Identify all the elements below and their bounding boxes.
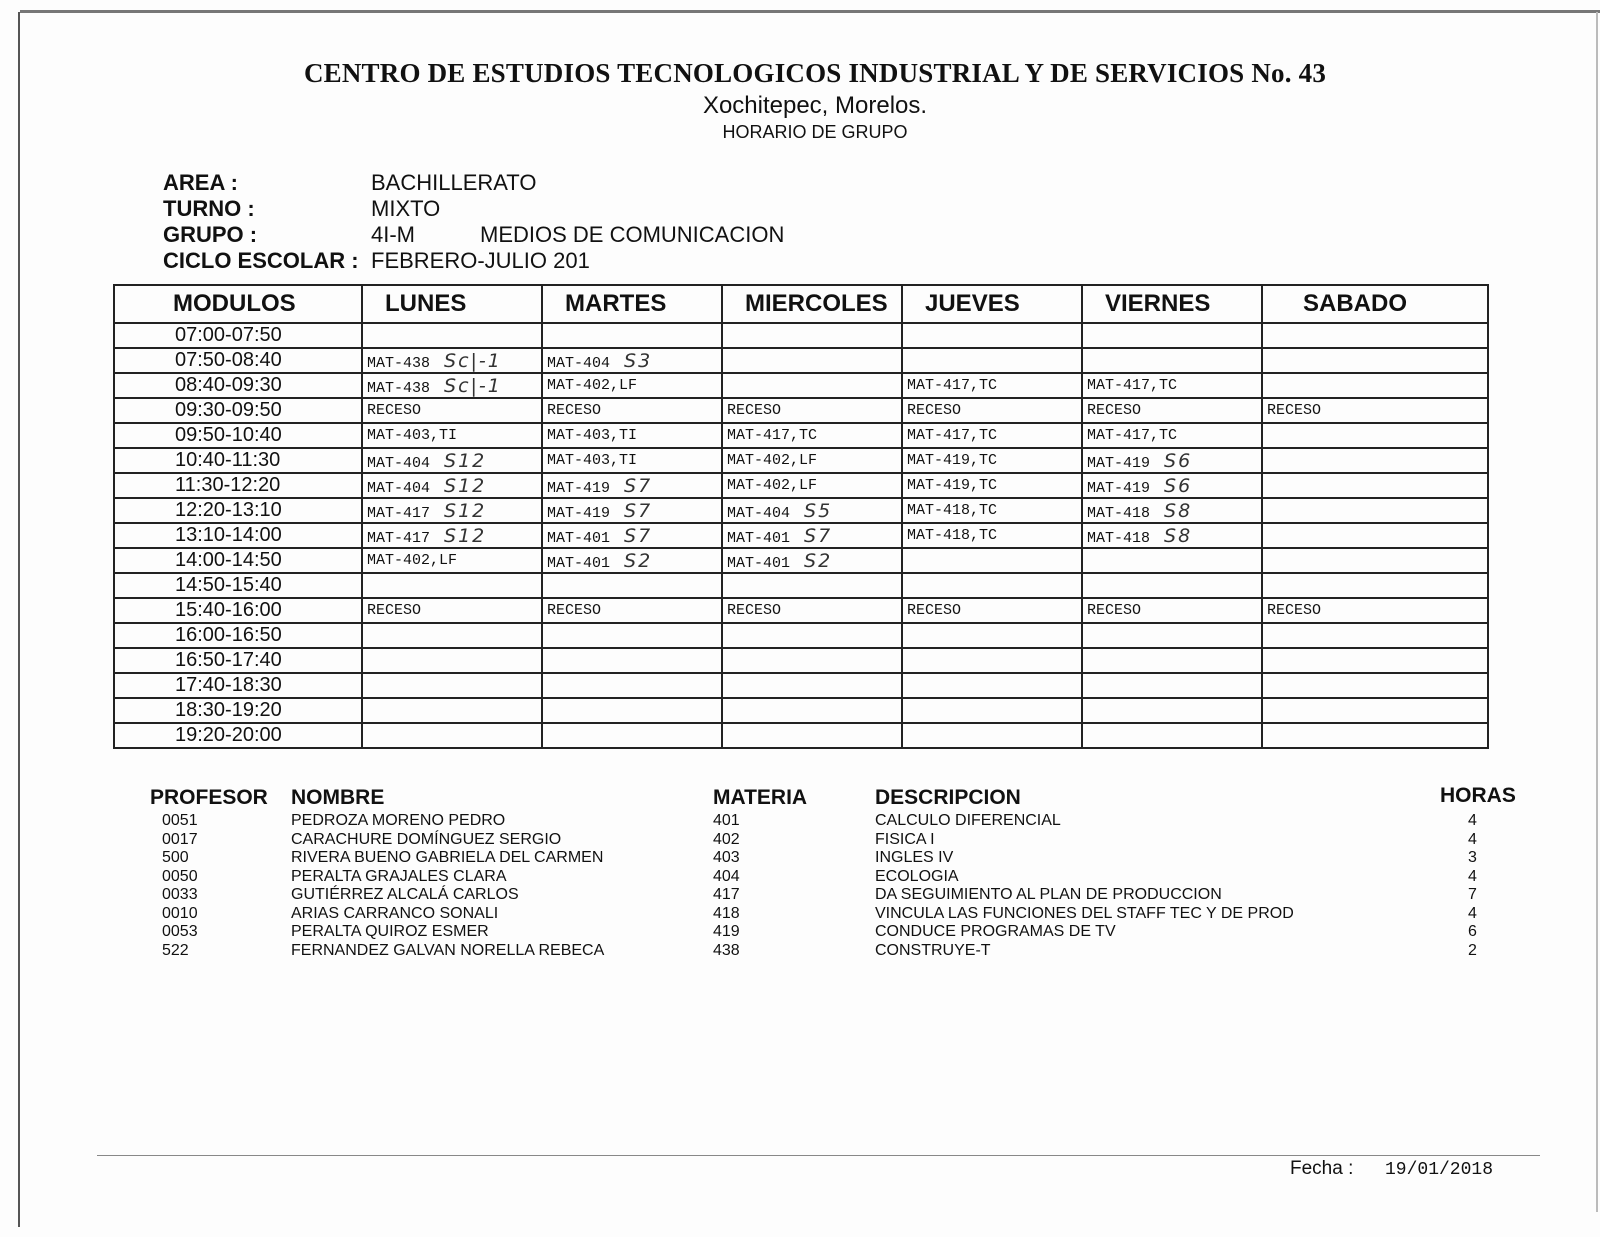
subject-code: RECESO — [1267, 602, 1322, 619]
handwritten-note: S5 — [804, 499, 833, 522]
subject-code: MAT-438 — [367, 354, 431, 372]
schedule-cell — [542, 573, 722, 598]
subject-code: MAT-401 — [547, 554, 611, 572]
schedule-cell — [902, 423, 1082, 448]
materia-description: DA SEGUIMIENTO AL PLAN DE PRODUCCION — [875, 886, 1222, 903]
materia-code: 418 — [713, 904, 740, 922]
schedule-row — [114, 448, 1488, 473]
area-value: BACHILLERATO — [371, 170, 537, 195]
schedule-cell — [722, 648, 902, 673]
schedule-cell — [1082, 498, 1262, 523]
scan-left-edge — [18, 12, 20, 1227]
schedule-row — [114, 398, 1488, 423]
schedule-cell — [542, 498, 722, 523]
document-subtitle: HORARIO DE GRUPO — [722, 122, 908, 142]
subject-code: MAT-438 — [367, 379, 431, 397]
horas-value: 4 — [1468, 904, 1477, 922]
schedule-row — [114, 573, 1488, 598]
teacher-name: GUTIÉRREZ ALCALÁ CARLOS — [291, 886, 519, 903]
schedule-cell — [362, 623, 542, 648]
schedule-cell — [722, 523, 902, 548]
materia-description: CONDUCE PROGRAMAS DE TV — [875, 923, 1116, 940]
horas-column — [1468, 812, 1477, 960]
teacher-name: CARACHURE DOMÍNGUEZ SERGIO — [291, 830, 562, 848]
materia-description: VINCULA LAS FUNCIONES DEL STAFF TEC Y DE PROD — [875, 904, 1294, 922]
schedule-header-4: JUEVES — [902, 285, 1082, 323]
handwritten-note: S7 — [624, 524, 653, 547]
subject-code: MAT-402,LF — [367, 552, 458, 569]
schedule-cell — [362, 648, 542, 673]
handwritten-note: Sc|-1 — [444, 374, 502, 397]
schedule-cell — [1262, 648, 1488, 673]
schedule-cell — [902, 473, 1082, 498]
schedule-cell — [542, 348, 722, 373]
area-label: AREA : — [163, 170, 238, 195]
schedule-header-6: SABADO — [1262, 285, 1488, 323]
ciclo-value: FEBRERO-JULIO 201 — [371, 248, 590, 273]
teacher-name: FERNANDEZ GALVAN NORELLA REBECA — [291, 941, 605, 959]
schedule-cell — [902, 323, 1082, 348]
materia-description: CALCULO DIFERENCIAL — [875, 812, 1061, 829]
profesor-header: PROFESOR — [150, 786, 268, 809]
subject-code: RECESO — [907, 402, 962, 419]
subject-code: MAT-417,TC — [907, 427, 998, 444]
schedule-cell — [1082, 448, 1262, 473]
schedule-cell — [1082, 623, 1262, 648]
subject-code: RECESO — [367, 402, 422, 419]
schedule-cell — [362, 348, 542, 373]
subject-code: MAT-401 — [547, 529, 611, 547]
materia-code: 401 — [713, 812, 740, 829]
schedule-cell — [542, 398, 722, 423]
materia-code: 404 — [713, 867, 740, 885]
materia-code: 403 — [713, 849, 740, 866]
subject-code: MAT-417,TC — [727, 427, 818, 444]
subject-code: MAT-401 — [727, 554, 791, 572]
schedule-cell — [1082, 473, 1262, 498]
materia-description: INGLES IV — [875, 849, 954, 866]
schedule-row — [114, 498, 1488, 523]
handwritten-note: S7 — [624, 474, 653, 497]
schedule-cell — [362, 323, 542, 348]
schedule-header-1: LUNES — [362, 285, 542, 323]
time-slot: 13:10-14:00 — [114, 523, 362, 548]
horas-value: 3 — [1468, 849, 1477, 866]
teacher-id: 0010 — [162, 904, 198, 922]
schedule-row — [114, 423, 1488, 448]
subject-code: MAT-419,TC — [907, 452, 998, 469]
schedule-cell — [902, 648, 1082, 673]
handwritten-note: S6 — [1164, 449, 1193, 472]
subject-code: RECESO — [1087, 602, 1142, 619]
schedule-cell — [1082, 423, 1262, 448]
teacher-name: RIVERA BUENO GABRIELA DEL CARMEN — [291, 849, 604, 866]
subject-code: RECESO — [1267, 402, 1322, 419]
schedule-cell — [542, 523, 722, 548]
teacher-name: PERALTA GRAJALES CLARA — [291, 867, 507, 885]
schedule-cell — [362, 523, 542, 548]
schedule-cell — [362, 448, 542, 473]
schedule-cell — [722, 473, 902, 498]
subject-code: MAT-419 — [547, 504, 611, 522]
schedule-cell — [722, 573, 902, 598]
subject-code: MAT-418 — [1087, 529, 1151, 547]
footer-divider — [97, 1155, 1540, 1156]
horas-value: 6 — [1468, 923, 1477, 940]
teacher-name-column — [291, 812, 604, 960]
subject-code: MAT-419,TC — [907, 477, 998, 494]
time-slot: 17:40-18:30 — [114, 673, 362, 698]
schedule-cell — [1262, 398, 1488, 423]
subject-code: MAT-404 — [727, 504, 791, 522]
materia-code: 438 — [713, 941, 740, 959]
time-slot: 19:20-20:00 — [114, 723, 362, 748]
schedule-cell — [722, 348, 902, 373]
handwritten-note: S7 — [624, 499, 653, 522]
schedule-cell — [362, 498, 542, 523]
schedule-row — [114, 373, 1488, 398]
handwritten-note: S12 — [444, 449, 487, 472]
schedule-cell — [1262, 723, 1488, 748]
materia-description: ECOLOGIA — [875, 867, 959, 885]
teacher-id: 500 — [162, 849, 189, 866]
subject-code: MAT-419 — [1087, 454, 1151, 472]
schedule-cell — [1262, 348, 1488, 373]
descripcion-column — [875, 812, 1294, 960]
subject-code: MAT-403,TI — [367, 427, 458, 444]
schedule-cell — [1082, 523, 1262, 548]
schedule-row — [114, 648, 1488, 673]
schedule-cell — [722, 323, 902, 348]
schedule-header-2: MARTES — [542, 285, 722, 323]
subject-code: MAT-403,TI — [547, 452, 638, 469]
schedule-cell — [542, 623, 722, 648]
schedule-row — [114, 348, 1488, 373]
subject-code: MAT-417,TC — [1087, 377, 1178, 394]
subject-code: RECESO — [547, 402, 602, 419]
subject-code: MAT-417,TC — [1087, 427, 1178, 444]
schedule-cell — [542, 548, 722, 573]
schedule-cell — [362, 673, 542, 698]
grupo-value: 4I-M — [371, 222, 415, 247]
subject-code: MAT-417 — [367, 504, 431, 522]
subject-code: MAT-417 — [367, 529, 431, 547]
horas-header: HORAS — [1440, 784, 1516, 807]
time-slot: 14:50-15:40 — [114, 573, 362, 598]
teacher-id: 0033 — [162, 886, 198, 903]
schedule-row — [114, 473, 1488, 498]
materia-code: 417 — [713, 886, 740, 903]
schedule-cell — [722, 498, 902, 523]
horas-value: 4 — [1468, 867, 1477, 885]
horas-value: 7 — [1468, 886, 1477, 903]
schedule-cell — [542, 598, 722, 623]
schedule-row — [114, 598, 1488, 623]
subject-code: MAT-417,TC — [907, 377, 998, 394]
handwritten-note: S6 — [1164, 474, 1193, 497]
schedule-cell — [722, 423, 902, 448]
schedule-cell — [1262, 573, 1488, 598]
turno-label: TURNO : — [163, 196, 255, 221]
schedule-cell — [542, 648, 722, 673]
scan-right-edge — [1596, 12, 1598, 1212]
schedule-cell — [542, 673, 722, 698]
subject-code: RECESO — [727, 602, 782, 619]
subject-code: MAT-418,TC — [907, 502, 998, 519]
schedule-cell — [542, 373, 722, 398]
schedule-cell — [722, 723, 902, 748]
schedule-cell — [542, 448, 722, 473]
schedule-cell — [1082, 348, 1262, 373]
schedule-cell — [362, 473, 542, 498]
time-slot: 08:40-09:30 — [114, 373, 362, 398]
time-slot: 11:30-12:20 — [114, 473, 362, 498]
nombre-header: NOMBRE — [291, 786, 385, 809]
schedule-cell — [1262, 673, 1488, 698]
schedule-cell — [902, 598, 1082, 623]
schedule-row — [114, 523, 1488, 548]
schedule-cell — [1262, 623, 1488, 648]
grupo-description: MEDIOS DE COMUNICACION — [480, 222, 785, 247]
subject-code: MAT-419 — [547, 479, 611, 497]
subject-code: MAT-418,TC — [907, 527, 998, 544]
schedule-cell — [1082, 598, 1262, 623]
schedule-cell — [1082, 648, 1262, 673]
time-slot: 15:40-16:00 — [114, 598, 362, 623]
subject-code: MAT-403,TI — [547, 427, 638, 444]
time-slot: 18:30-19:20 — [114, 698, 362, 723]
subject-code: RECESO — [727, 402, 782, 419]
teacher-id-column — [162, 812, 198, 960]
time-slot: 10:40-11:30 — [114, 448, 362, 473]
schedule-cell — [902, 398, 1082, 423]
teacher-name: PERALTA QUIROZ ESMER — [291, 923, 489, 940]
schedule-cell — [902, 623, 1082, 648]
schedule-cell — [722, 623, 902, 648]
subject-code: MAT-418 — [1087, 504, 1151, 522]
schedule-row — [114, 548, 1488, 573]
handwritten-note: S7 — [804, 524, 833, 547]
schedule-cell — [542, 323, 722, 348]
subject-code: MAT-401 — [727, 529, 791, 547]
time-slot: 09:50-10:40 — [114, 423, 362, 448]
subject-code: RECESO — [547, 602, 602, 619]
schedule-cell — [1262, 498, 1488, 523]
teacher-id: 0053 — [162, 923, 198, 940]
materia-code: 419 — [713, 923, 740, 940]
schedule-cell — [1262, 698, 1488, 723]
schedule-cell — [722, 373, 902, 398]
teacher-id: 522 — [162, 941, 189, 959]
grupo-label: GRUPO : — [163, 222, 258, 247]
handwritten-note: S8 — [1164, 524, 1193, 547]
schedule-row — [114, 673, 1488, 698]
schedule-cell — [1262, 473, 1488, 498]
teacher-name: PEDROZA MORENO PEDRO — [291, 812, 506, 829]
schedule-cell — [1262, 373, 1488, 398]
subject-code: MAT-402,LF — [727, 477, 818, 494]
fecha-label: Fecha : — [1290, 1158, 1354, 1179]
schedule-row — [114, 698, 1488, 723]
schedule-cell — [362, 423, 542, 448]
schedule-cell — [362, 698, 542, 723]
fecha-value: 19/01/2018 — [1385, 1160, 1494, 1180]
teacher-id: 0017 — [162, 830, 198, 848]
materia-code: 402 — [713, 830, 740, 848]
schedule-cell — [1082, 698, 1262, 723]
horas-value: 4 — [1468, 830, 1477, 848]
teacher-name: ARIAS CARRANCO SONALI — [291, 904, 499, 922]
schedule-cell — [362, 723, 542, 748]
schedule-cell — [902, 698, 1082, 723]
subject-code: MAT-404 — [367, 454, 431, 472]
schedule-cell — [542, 723, 722, 748]
schedule-cell — [902, 723, 1082, 748]
schedule-header-3: MIERCOLES — [722, 285, 902, 323]
time-slot: 16:00-16:50 — [114, 623, 362, 648]
handwritten-note: S12 — [444, 474, 487, 497]
materia-column — [713, 812, 740, 960]
schedule-cell — [362, 398, 542, 423]
subject-code: RECESO — [1087, 402, 1142, 419]
schedule-cell — [902, 548, 1082, 573]
time-slot: 12:20-13:10 — [114, 498, 362, 523]
schedule-cell — [902, 523, 1082, 548]
schedule-header-row — [114, 285, 1488, 323]
schedule-cell — [1082, 373, 1262, 398]
handwritten-note: Sc|-1 — [444, 349, 502, 372]
schedule-cell — [722, 448, 902, 473]
schedule-cell — [362, 548, 542, 573]
schedule-header-0: MODULOS — [114, 285, 362, 323]
subject-code: MAT-402,LF — [727, 452, 818, 469]
materia-header: MATERIA — [713, 786, 808, 809]
handwritten-note: S12 — [444, 499, 487, 522]
schedule-cell — [902, 448, 1082, 473]
subject-code: MAT-419 — [1087, 479, 1151, 497]
school-location: Xochitepec, Morelos. — [702, 92, 928, 119]
schedule-cell — [1082, 323, 1262, 348]
teacher-id: 0050 — [162, 867, 198, 885]
materia-description: FISICA I — [875, 830, 935, 848]
schedule-cell — [362, 373, 542, 398]
school-title: CENTRO DE ESTUDIOS TECNOLOGICOS INDUSTRIAL Y DE SERVICIOS No. 43 — [303, 58, 1327, 88]
schedule-cell — [362, 598, 542, 623]
time-slot: 14:00-14:50 — [114, 548, 362, 573]
schedule-cell — [902, 348, 1082, 373]
schedule-cell — [1082, 398, 1262, 423]
horas-value: 4 — [1468, 812, 1477, 829]
handwritten-note: S2 — [624, 549, 653, 572]
materia-description: CONSTRUYE-T — [875, 941, 991, 959]
ciclo-label: CICLO ESCOLAR : — [163, 248, 359, 273]
schedule-cell — [902, 573, 1082, 598]
time-slot: 07:50-08:40 — [114, 348, 362, 373]
schedule-cell — [1262, 523, 1488, 548]
turno-value: MIXTO — [371, 196, 441, 221]
schedule-row — [114, 323, 1488, 348]
schedule-cell — [902, 373, 1082, 398]
schedule-cell — [542, 698, 722, 723]
time-slot: 09:30-09:50 — [114, 398, 362, 423]
schedule-cell — [362, 573, 542, 598]
schedule-header-5: VIERNES — [1082, 285, 1262, 323]
handwritten-note: S8 — [1164, 499, 1193, 522]
schedule-cell — [722, 598, 902, 623]
schedule-cell — [1262, 448, 1488, 473]
schedule-cell — [542, 423, 722, 448]
subject-code: RECESO — [907, 602, 962, 619]
subject-code: MAT-402,LF — [547, 377, 638, 394]
time-slot: 16:50-17:40 — [114, 648, 362, 673]
schedule-cell — [1082, 548, 1262, 573]
handwritten-note: S3 — [624, 349, 653, 372]
teacher-id: 0051 — [162, 812, 198, 829]
schedule-cell — [722, 398, 902, 423]
schedule-cell — [722, 673, 902, 698]
schedule-cell — [1082, 573, 1262, 598]
schedule-cell — [1262, 323, 1488, 348]
subject-code: RECESO — [367, 602, 422, 619]
handwritten-note: S12 — [444, 524, 487, 547]
schedule-cell — [542, 473, 722, 498]
time-slot: 07:00-07:50 — [114, 323, 362, 348]
schedule-cell — [1082, 673, 1262, 698]
descripcion-header: DESCRIPCION — [875, 786, 1021, 809]
schedule-row — [114, 723, 1488, 748]
subject-code: MAT-404 — [367, 479, 431, 497]
schedule-cell — [1082, 723, 1262, 748]
schedule-cell — [1262, 598, 1488, 623]
schedule-cell — [902, 673, 1082, 698]
schedule-cell — [722, 698, 902, 723]
schedule-cell — [722, 548, 902, 573]
horas-value: 2 — [1468, 941, 1477, 959]
schedule-cell — [902, 498, 1082, 523]
scan-top-edge — [20, 10, 1600, 13]
schedule-row — [114, 623, 1488, 648]
schedule-cell — [1262, 548, 1488, 573]
subject-code: MAT-404 — [547, 354, 611, 372]
schedule-cell — [1262, 423, 1488, 448]
schedule-table — [113, 284, 1489, 749]
handwritten-note: S2 — [804, 549, 833, 572]
